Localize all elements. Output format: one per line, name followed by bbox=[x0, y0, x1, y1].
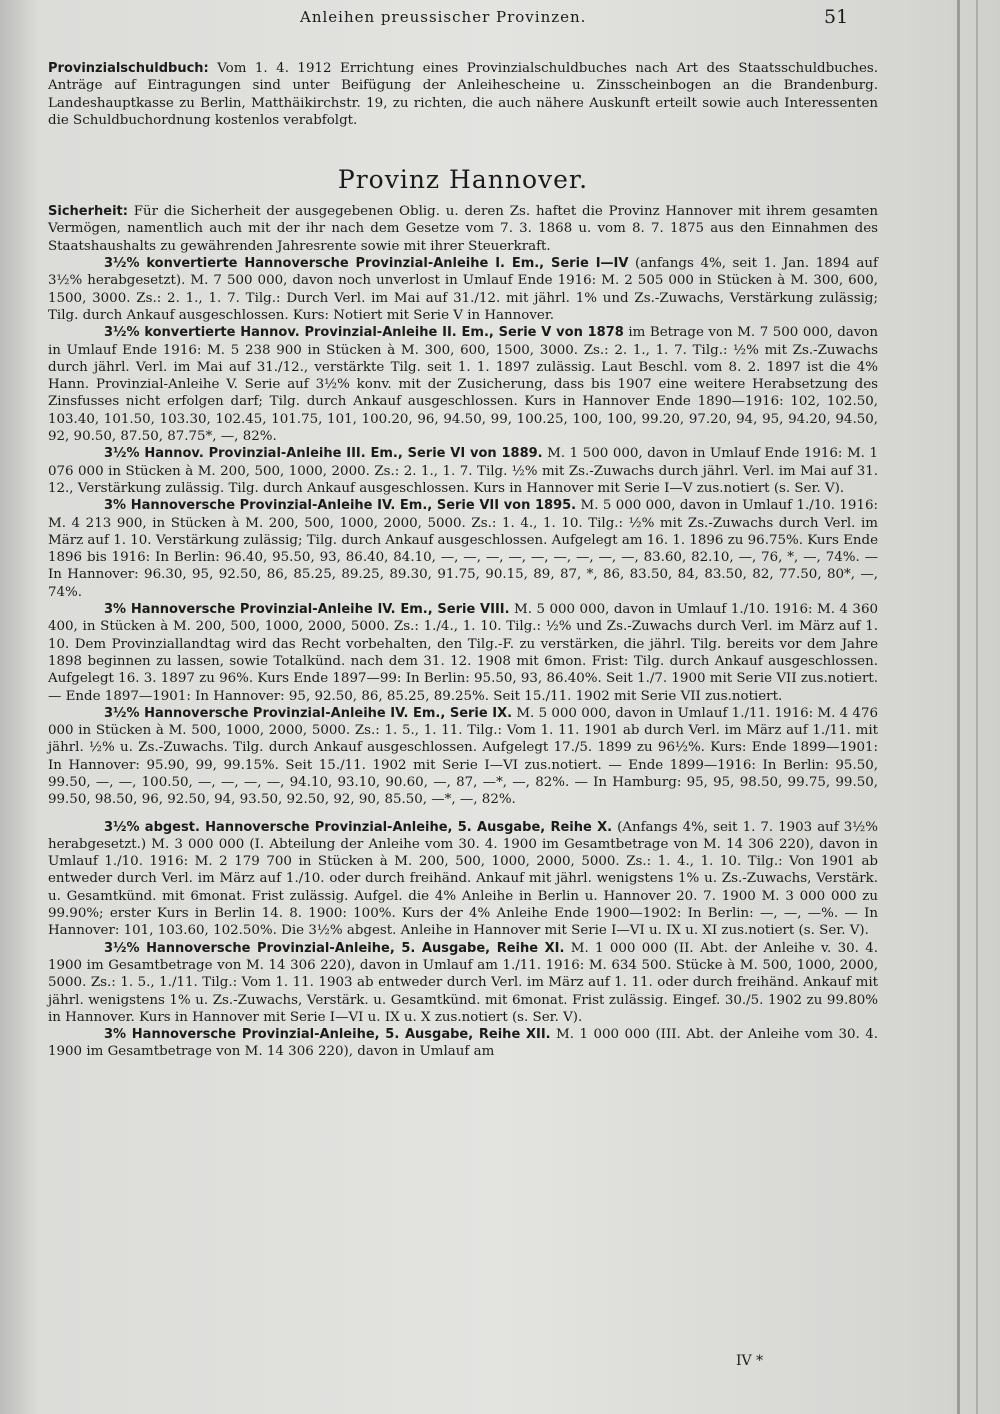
page-number: 51 bbox=[824, 6, 849, 28]
entry-text: M. 5 000 000, davon in Umlauf 1./11. 1916: M. 4 476 000 in Stücken à M. 500, 1000, 2000, 5000. Zs.: 1. 5., 1. 11. Tilg.: Vom 1. 11. 1901 ab durch Verl. im März auf 1./11. mit jährl. ½% u. Zs.-Zuwachs. Tilg. durch Ankauf ausgeschlossen. Aufgelegt 17./5. 1899 zu 96½%. Kurs: Ende 1899—1901: In Hannover: 95.90, 99, 99.15%. Seit 15./11. 1902 mit Serie I—VI zus.notiert. — Ende 1899—1916: In Berlin: 95.50, 99.50, —, —, 100.50, —, —, —, —, 94.10, 93.10, 90.60, —, 87, —*, —, 82%. — In Hamburg: 95, 95, 98.50, 99.75, 99.50, 99.50, 98.50, 96, 92.50, 94, 93.50, 92.50, 92, 90, 85.50, —*, —, 82%. bbox=[48, 705, 878, 808]
security-label: Sicherheit: bbox=[48, 204, 128, 220]
running-head: Anleihen preussischer Provinzen. bbox=[300, 8, 587, 26]
entry-6 bbox=[48, 705, 878, 809]
page-edge-shadow bbox=[957, 0, 960, 1414]
body-text bbox=[48, 60, 878, 1061]
intro-label: Provinzialschuldbuch: bbox=[48, 61, 209, 76]
entry-heading: 3½% Hannoversche Provinzial-Anleihe IV. Em., Serie IX. bbox=[104, 705, 513, 721]
intro-paragraph bbox=[48, 60, 878, 129]
intro-text: Vom 1. 4. 1912 Errichtung eines Provinzialschuldbuches nach Art des Staatsschuldbuches. Anträge auf Eintragungen sind unter Beifügung der Anleihescheine u. Zinsscheinbogen an die Brandenburg. Landeshauptkasse zu Berlin, Matthäikirchstr. 19, zu richten, die auch nähere Auskunft erteilt sowie auch Interessenten die Schuldbuchordnung kostenlos verabfolgt. bbox=[48, 61, 878, 128]
entry-3 bbox=[48, 445, 878, 497]
entry-heading: 3½% Hannov. Provinzial-Anleihe III. Em., Serie VI von 1889. bbox=[104, 446, 543, 462]
entry-7 bbox=[48, 819, 878, 940]
entry-heading: 3½% konvertierte Hannov. Provinzial-Anleihe II. Em., Serie V von 1878 bbox=[104, 325, 624, 341]
entry-8 bbox=[48, 940, 878, 1026]
entry-text: (anfangs 4%, seit 1. Jan. 1894 auf 3½% herabgesetzt). M. 7 500 000, davon noch unverlost in Umlauf Ende 1916: M. 2 505 000 in Stücken à M. 300, 600, 1500, 3000. Zs.: 2. 1., 1. 7. Tilg.: Durch Verl. im Mai auf 31./12. mit jährl. 1% und Zs.-Zuwachs, Verstärkung zulässig; Tilg. durch Ankauf ausgeschlossen. Kurs: Notiert mit Serie V in Hannover. bbox=[48, 256, 878, 323]
entry-heading: 3½% Hannoversche Provinzial-Anleihe, 5. Ausgabe, Reihe XI. bbox=[104, 940, 565, 956]
entry-heading: 3½% abgest. Hannoversche Provinzial-Anleihe, 5. Ausgabe, Reihe X. bbox=[104, 819, 613, 835]
entry-heading: 3½% konvertierte Hannoversche Provinzial-Anleihe I. Em., Serie I—IV bbox=[104, 256, 629, 272]
entry-heading: 3% Hannoversche Provinzial-Anleihe IV. Em., Serie VIII. bbox=[104, 602, 510, 618]
entry-text: M. 5 000 000, davon in Umlauf 1./10. 1916: M. 4 213 900, in Stücken à M. 200, 500, 1000, 2000, 5000. Zs.: 1. 4., 1. 10. Tilg.: ½% mit Zs.-Zuwachs durch Verl. im März auf 1. 10. Verstärkung zulässig; Tilg. durch Ankauf ausgeschlossen. Aufgelegt am 16. 1. 1896 zu 96.75%. Kurs Ende 1896 bis 1916: In Berlin: 96.40, 95.50, 93, 86.40, 84.10, —, —, —, —, —, —, —, —, —, 83.60, 82.10, —, 76, *, —, 74%. — In Hannover: 96.30, 95, 92.50, 86, 85.25, 89.25, 89.30, 91.75, 90.15, 89, 87, *, 86, 83.50, 84, 83.50, 82, 77.50, 80*, —, 74%. bbox=[48, 498, 878, 600]
entry-text: M. 5 000 000, davon in Umlauf 1./10. 1916: M. 4 360 400, in Stücken à M. 200, 500, 1000, 2000, 5000. Zs.: 1./4., 1. 10. Tilg.: ½% und Zs.-Zuwachs durch Verl. im März auf 1. 10. Dem Provinziallandtag wird das Recht vorbehalten, den Tilg.-F. zu verstärken, die jährl. Tilg. bereits vor dem Jahre 1898 beginnen zu lassen, sowie Totalkünd. nach dem 31. 12. 1908 mit 6mon. Frist: Tilg. durch Ankauf ausgeschlossen. Aufgelegt 16. 3. 1897 zu 96%. Kurs Ende 1897—99: In Berlin: 95.50, 93, 86.40%. Seit 1./7. 1900 mit Serie VII zus.notiert. — Ende 1897—1901: In Hannover: 95, 92.50, 86, 85.25, 89.25%. Seit 15./11. 1902 mit Serie VII zus.notiert. bbox=[48, 602, 878, 704]
section-title: Provinz Hannover. bbox=[337, 165, 589, 195]
entry-text: M. 1 000 000 (II. Abt. der Anleihe v. 30. 4. 1900 im Gesamtbetrage von M. 14 306 220), davon in Umlauf am 1./11. 1916: M. 634 500. Stücke à M. 500, 1000, 2000, 5000. Zs.: 1. 5., 1./11. Tilg.: Vom 1. 11. 1903 ab entweder durch Verl. im März auf 1. 11. oder durch freihänd. Ankauf mit jährl. wenigstens 1% u. Zs.-Zuwachs, Verstärk. u. Gesamtkünd. mit 6monat. Frist zulässig. Eingef. 30./5. 1902 zu 99.80% in Hannover. Kurs in Hannover mit Serie I—VI u. IX u. X zus.notiert (s. Ser. V). bbox=[48, 940, 878, 1025]
entry-heading: 3% Hannoversche Provinzial-Anleihe IV. Em., Serie VII von 1895. bbox=[104, 498, 577, 514]
security-text: Für die Sicherheit der ausgegebenen Oblig. u. deren Zs. haftet die Provinz Hannover mit ihrem gesamten Vermögen, namentlich auch mit der ihr nach dem Gesetze vom 7. 3. 1868 u. vom 8. 7. 1875 aus den Einnahmen des Staatshaushalts zu gewährenden Jahresrente sowie mit ihrer Steuerkraft. bbox=[48, 204, 878, 254]
signature-mark: IV * bbox=[736, 1353, 764, 1369]
entry-9 bbox=[48, 1026, 878, 1061]
entry-2 bbox=[48, 324, 878, 445]
entry-text: M. 1 000 000 (III. Abt. der Anleihe vom 30. 4. 1900 im Gesamtbetrage von M. 14 306 220), davon in Umlauf am bbox=[48, 1027, 878, 1060]
entry-text: M. 1 500 000, davon in Umlauf Ende 1916: M. 1 076 000 in Stücken à M. 200, 500, 1000, 2000. Zs.: 2. 1., 1. 7. Tilg. ½% mit Zs.-Zuwachs durch jährl. Verl. im Mai auf 31. 12., Verstärkung zulässig. Tilg. durch Ankauf ausgeschlossen. Kurs in Hannover mit Serie I—V zus.notiert (s. Ser. V). bbox=[48, 446, 878, 496]
page-edge-shadow-outer bbox=[976, 0, 978, 1414]
security-paragraph bbox=[48, 203, 878, 255]
entry-heading: 3% Hannoversche Provinzial-Anleihe, 5. Ausgabe, Reihe XII. bbox=[104, 1027, 551, 1043]
entry-4 bbox=[48, 497, 878, 601]
entry-1 bbox=[48, 255, 878, 324]
entry-text: im Betrage von M. 7 500 000, davon in Umlauf Ende 1916: M. 5 238 900 in Stücken à M. 300, 600, 1500, 3000. Zs.: 2. 1., 1. 7. Tilg.: ½% mit Zs.-Zuwachs durch jährl. Verl. im Mai auf 31./12., verstärkte Tilg. seit 1. 1. 1897 zulässig. Laut Beschl. vom 8. 2. 1897 ist die 4% Hann. Provinzial-Anleihe V. Serie auf 3½% konv. mit der Zusicherung, dass bis 1907 eine weitere Herabsetzung des Zinsfusses nicht erfolgen darf; Tilg. durch Ankauf ausgeschlossen. Kurs in Hannover Ende 1890—1916: 102, 102.50, 103.40, 101.50, 103.30, 102.45, 101.75, 101, 100.20, 96, 94.50, 99, 100.25, 100, 100, 99.20, 97.20, 94, 95, 94.20, 94.50, 92, 90.50, 87.50, 87.75*, —, 82%. bbox=[48, 325, 878, 445]
entry-5 bbox=[48, 601, 878, 705]
entry-text: (Anfangs 4%, seit 1. 7. 1903 auf 3½% herabgesetzt.) M. 3 000 000 (I. Abteilung der Anleihe vom 30. 4. 1900 im Gesamtbetrage von M. 14 306 220), davon in Umlauf 1./10. 1916: M. 2 179 700 in Stücken à M. 200, 500, 1000, 2000, 5000. Zs.: 1. 4., 1. 10. Tilg.: Von 1901 ab entweder durch Verl. im März auf 1./10. oder durch freihänd. Ankauf mit jährl. wenigstens 1% u. Zs.-Zuwachs, Verstärk. u. Gesamtkünd. mit 6monat. Frist zulässig. Aufgel. die 4% Anleihe in Berlin u. Hannover 20. 7. 1900 M. 3 000 000 zu 99.90%; erster Kurs in Berlin 14. 8. 1900: 100%. Kurs der 4% Anleihe Ende 1900—1902: In Berlin: —, —, —%. — In Hannover: 101, 103.60, 102.50%. Die 3½% abgest. Anleihe in Hannover mit Serie I—VI u. IX u. XI zus.notiert (s. Ser. V). bbox=[48, 819, 878, 939]
